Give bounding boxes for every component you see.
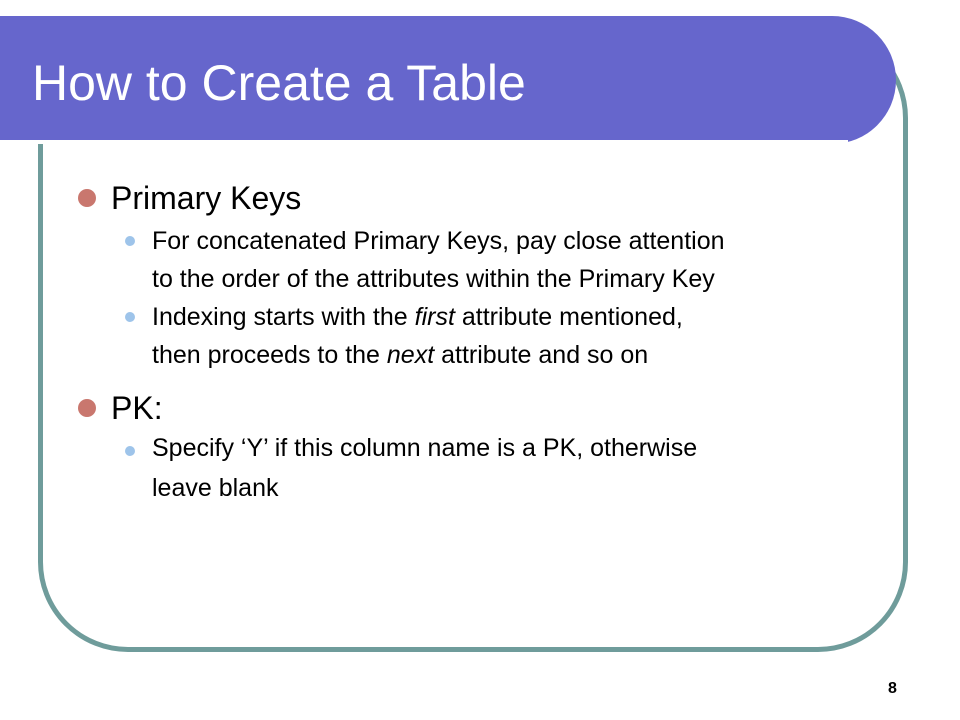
text-run: Indexing starts with the — [152, 303, 415, 331]
sub-bullet-line — [152, 336, 683, 374]
title-bar — [0, 16, 896, 144]
emphasis-run: next — [386, 341, 435, 369]
slide-title: How to Create a Table — [32, 55, 526, 111]
text-run: attribute and so on — [434, 341, 649, 369]
sub-bullet-text — [152, 298, 683, 374]
bullet-dot — [78, 189, 96, 207]
sub-bullet-line: leave blank — [152, 474, 279, 502]
sub-bullet-line: For concatenated Primary Keys, pay close attention — [152, 227, 725, 255]
sub-bullet-dot — [125, 446, 135, 456]
slide-number: 8 — [888, 680, 897, 697]
sub-bullet-line: Specify ‘Y’ if this column name is a PK, otherwise — [152, 434, 698, 462]
text-run: attribute mentioned, — [454, 303, 683, 331]
sub-bullet-line — [152, 298, 683, 336]
sub-bullet-line: to the order of the attributes within the Primary Key — [152, 265, 715, 293]
bullet-heading-pk: PK: — [111, 390, 163, 426]
sub-bullet-dot — [125, 236, 135, 246]
emphasis-run: first — [414, 303, 455, 331]
text-run: then proceeds to the — [152, 341, 387, 369]
sub-bullet-text — [152, 222, 725, 298]
bullet-heading-primary-keys: Primary Keys — [111, 180, 302, 216]
bullet-dot — [78, 399, 96, 417]
sub-bullet-dot — [125, 312, 135, 322]
title-underline — [0, 140, 848, 144]
sub-bullet-text — [152, 428, 697, 508]
